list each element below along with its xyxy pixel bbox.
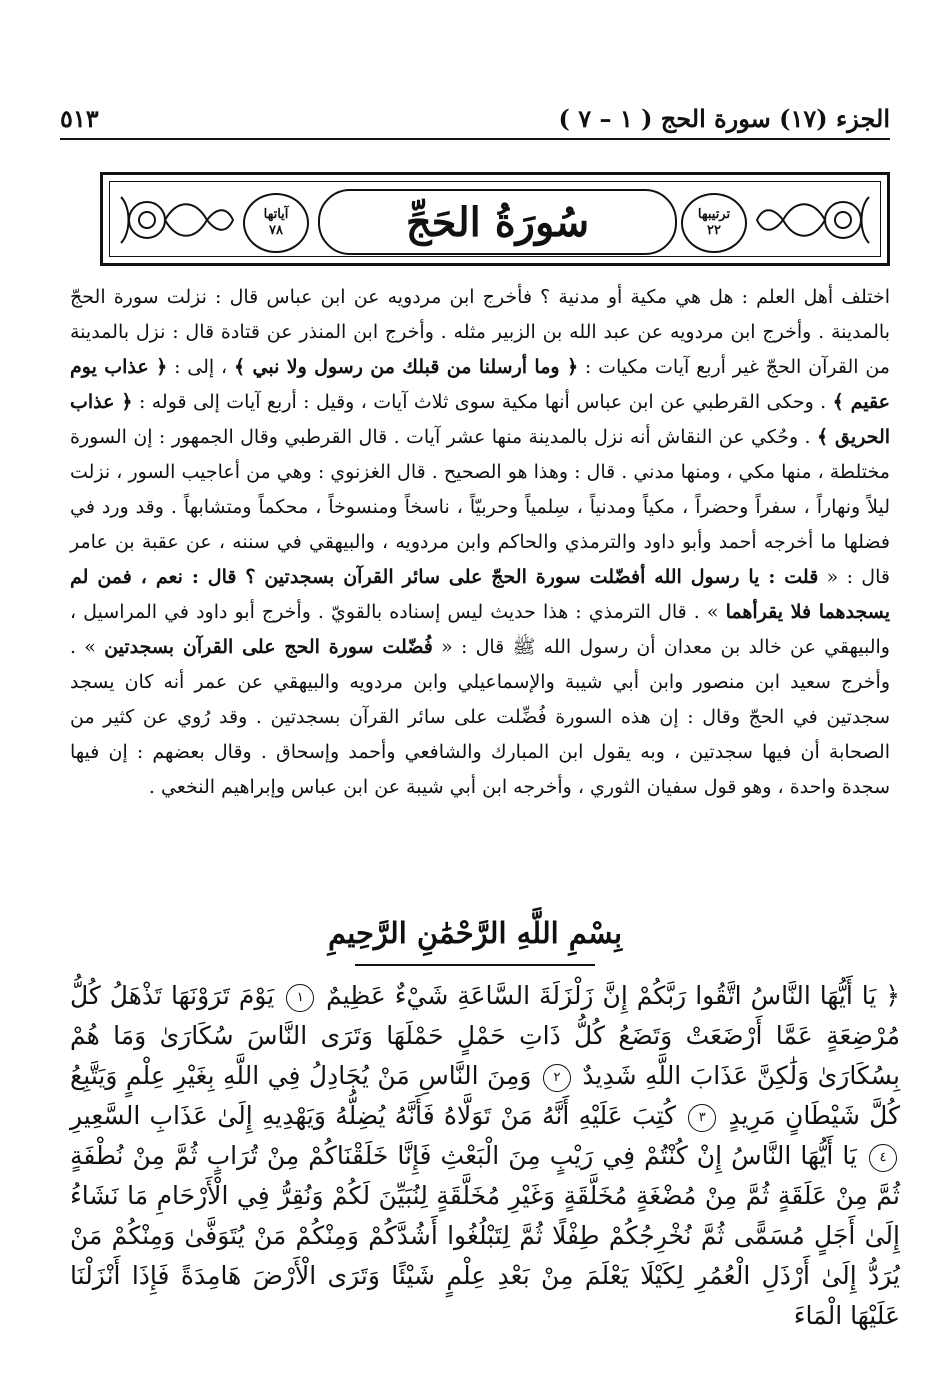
commentary-segment: ، إلى :: [167, 356, 228, 378]
commentary-segment: . وحكى القرطبي عن ابن عباس أنها مكية سوى ثلاث آيات ، وقيل : أربع آيات إلى قوله :: [132, 391, 827, 413]
ayah-number-marker: ٣: [688, 1104, 716, 1132]
ayah-text: يَا أَيُّهَا النَّاسُ اتَّقُوا رَبَّكُمْ إِنَّ زَلْزَلَةَ السَّاعَةِ شَيْءٌ عَظِيمٌ: [326, 981, 877, 1010]
commentary-segment: » . وأخرج سعيد ابن منصور وابن أبي شيبة والإسماعيلي وابن مردويه والبيهقي عن عمر أنه كان يسجد سجدتين في الحجّ وقال : إن هذه السورة فُضِّلت على سائر القرآن بسجدتين . وقد رُوي عن كثير من الصحابة أن فيها سجدتين ، وبه يقول ابن المبارك والشافعي وأحمد وإسحاق . وقال بعضهم : إن فيها سجدة واحدة ، وهو قول سفيان الثوري ، وأخرجه ابن أبي شيبة عن ابن عباس وإبراهيم النخعي .: [70, 636, 890, 798]
commentary-paragraph: [70, 280, 890, 805]
surah-order-medallion: [681, 193, 747, 253]
hadith-quote: قلت : يا رسول الله أفضّلت سورة الحجّ على سائر القرآن بسجدتين ؟ قال : نعم ، فمن لم يسجدهما فلا يقرأهما: [70, 566, 890, 623]
ayah-number-marker: ١: [286, 984, 314, 1012]
quran-quote: ﴿ عذاب الحريق ﴾: [70, 391, 891, 448]
ayah-number-marker: ٢: [543, 1064, 571, 1092]
quran-text: [70, 976, 900, 1336]
quran-open-bracket: ﴿: [885, 981, 900, 1010]
ayah-text: يَا أَيُّهَا النَّاسُ إِنْ كُنْتُمْ فِي رَيْبٍ مِنَ الْبَعْثِ فَإِنَّا خَلَقْنَاكُمْ مِنْ تُرَابٍ ثُمَّ مِنْ نُطْفَةٍ ثُمَّ مِنْ عَلَقَةٍ ثُمَّ مِنْ مُضْغَةٍ مُخَلَّقَةٍ وَغَيْرِ مُخَلَّقَةٍ لِنُبَيِّنَ لَكُمْ وَنُقِرُّ فِي الْأَرْحَامِ مَا نَشَاءُ إِلَىٰ أَجَلٍ مُسَمًّى ثُمَّ نُخْرِجُكُمْ طِفْلًا ثُمَّ لِتَبْلُغُوا أَشُدَّكُمْ وَمِنْكُمْ مَنْ يُتَوَفَّىٰ وَمِنْكُمْ مَنْ يُرَدُّ إِلَىٰ أَرْذَلِ الْعُمُرِ لِكَيْلَا يَعْلَمَ مِنْ بَعْدِ عِلْمٍ شَيْئًا وَتَرَى الْأَرْضَ هَامِدَةً فَإِذَا أَنْزَلْنَا عَلَيْهَا الْمَاءَ: [70, 1141, 900, 1330]
ayah-number-marker: ٤: [869, 1144, 897, 1172]
surah-order-label: ترتيبها: [697, 207, 731, 223]
surah-banner: [100, 172, 890, 266]
commentary-segment: اختلف أهل العلم : هل هي مكية أو مدنية ؟ فأخرج ابن مردويه عن ابن عباس قال : نزلت سورة الحجّ بالمدينة . وأخرج ابن مردويه عن عبد الله بن الزبير مثله . وأخرج ابن المنذر عن قتادة قال : نزل بالمدينة من القرآن الحجّ غير أربع آيات مكيات :: [70, 286, 890, 378]
ayah-text: كُتِبَ عَلَيْهِ أَنَّهُ مَنْ تَوَلَّاهُ فَأَنَّهُ يُضِلُّهُ وَيَهْدِيهِ إِلَىٰ عَذَابِ السَّعِيرِ: [70, 1101, 676, 1130]
page-number: ٥١٣: [60, 104, 99, 133]
quran-quote: ﴿ عذاب يوم عقيم ﴾: [70, 356, 890, 413]
basmala-underline: [355, 964, 595, 966]
surah-verses-value: ٧٨: [269, 223, 283, 238]
page-header: [60, 98, 890, 140]
ayah-text: وَمِنَ النَّاسِ مَنْ يُجَادِلُ فِي اللَّهِ بِغَيْرِ عِلْمٍ وَيَتَّبِعُ كُلَّ شَيْطَانٍ مَرِيدٍ: [70, 1061, 901, 1130]
surah-order-value: ٢٢: [707, 223, 721, 238]
quran-quote: ﴿ وما أرسلنا من قبلك من رسول ولا نبي ﴾: [233, 356, 579, 378]
arabesque-ornament-right-icon: [753, 189, 873, 251]
surah-verses-label: آياتها: [263, 207, 289, 223]
ayah-text: يَوْمَ تَرَوْنَهَا تَذْهَلُ كُلُّ مُرْضِعَةٍ عَمَّا أَرْضَعَتْ وَتَضَعُ كُلُّ ذَاتِ حَمْلٍ حَمْلَهَا وَتَرَى النَّاسَ سُكَارَىٰ وَمَا هُمْ بِسُكَارَىٰ وَلَٰكِنَّ عَذَابَ اللَّهِ شَدِيدٌ: [70, 981, 900, 1090]
surah-verses-medallion: [243, 193, 309, 253]
surah-name: سُورَةُ الحَجِّ: [318, 189, 677, 255]
commentary-segment: » . قال الترمذي : هذا حديث ليس إسناده بالقويّ . وأخرج أبو داود في المراسيل ، والبيهقي عن خالد بن معدان أن رسول الله ﷺ قال : «: [70, 601, 890, 658]
arabesque-ornament-left-icon: [117, 189, 237, 251]
running-title: الجزء (١٧) سورة الحج ( ١ – ٧ ): [558, 104, 890, 133]
commentary-segment: . وحُكي عن النقاش أنه نزل بالمدينة منها عشر آيات . قال القرطبي وقال الجمهور : إن السورة مختلطة ، منها مكي ، ومنها مدني . قال : وهذا هو الصحيح . قال الغزنوي : وهي من أعاجيب السور ، نزلت ليلاً ونهاراً ، سفراً وحضراً ، مكياً ومدنياً ، سِلمياً وحربيّاً ، ناسخاً ومنسوخاً ، محكماً ومتشابهاً . وقد ورد في فضلها ما أخرجه أحمد وأبو داود والترمذي والحاكم وابن مردويه ، والبيهقي في سننه ، عن عقبة بن عامر قال : «: [70, 426, 890, 588]
basmala: بِسْمِ اللَّهِ الرَّحْمَٰنِ الرَّحِيمِ: [327, 916, 623, 950]
hadith-quote: فُضّلت سورة الحج على القرآن بسجدتين: [104, 636, 433, 658]
